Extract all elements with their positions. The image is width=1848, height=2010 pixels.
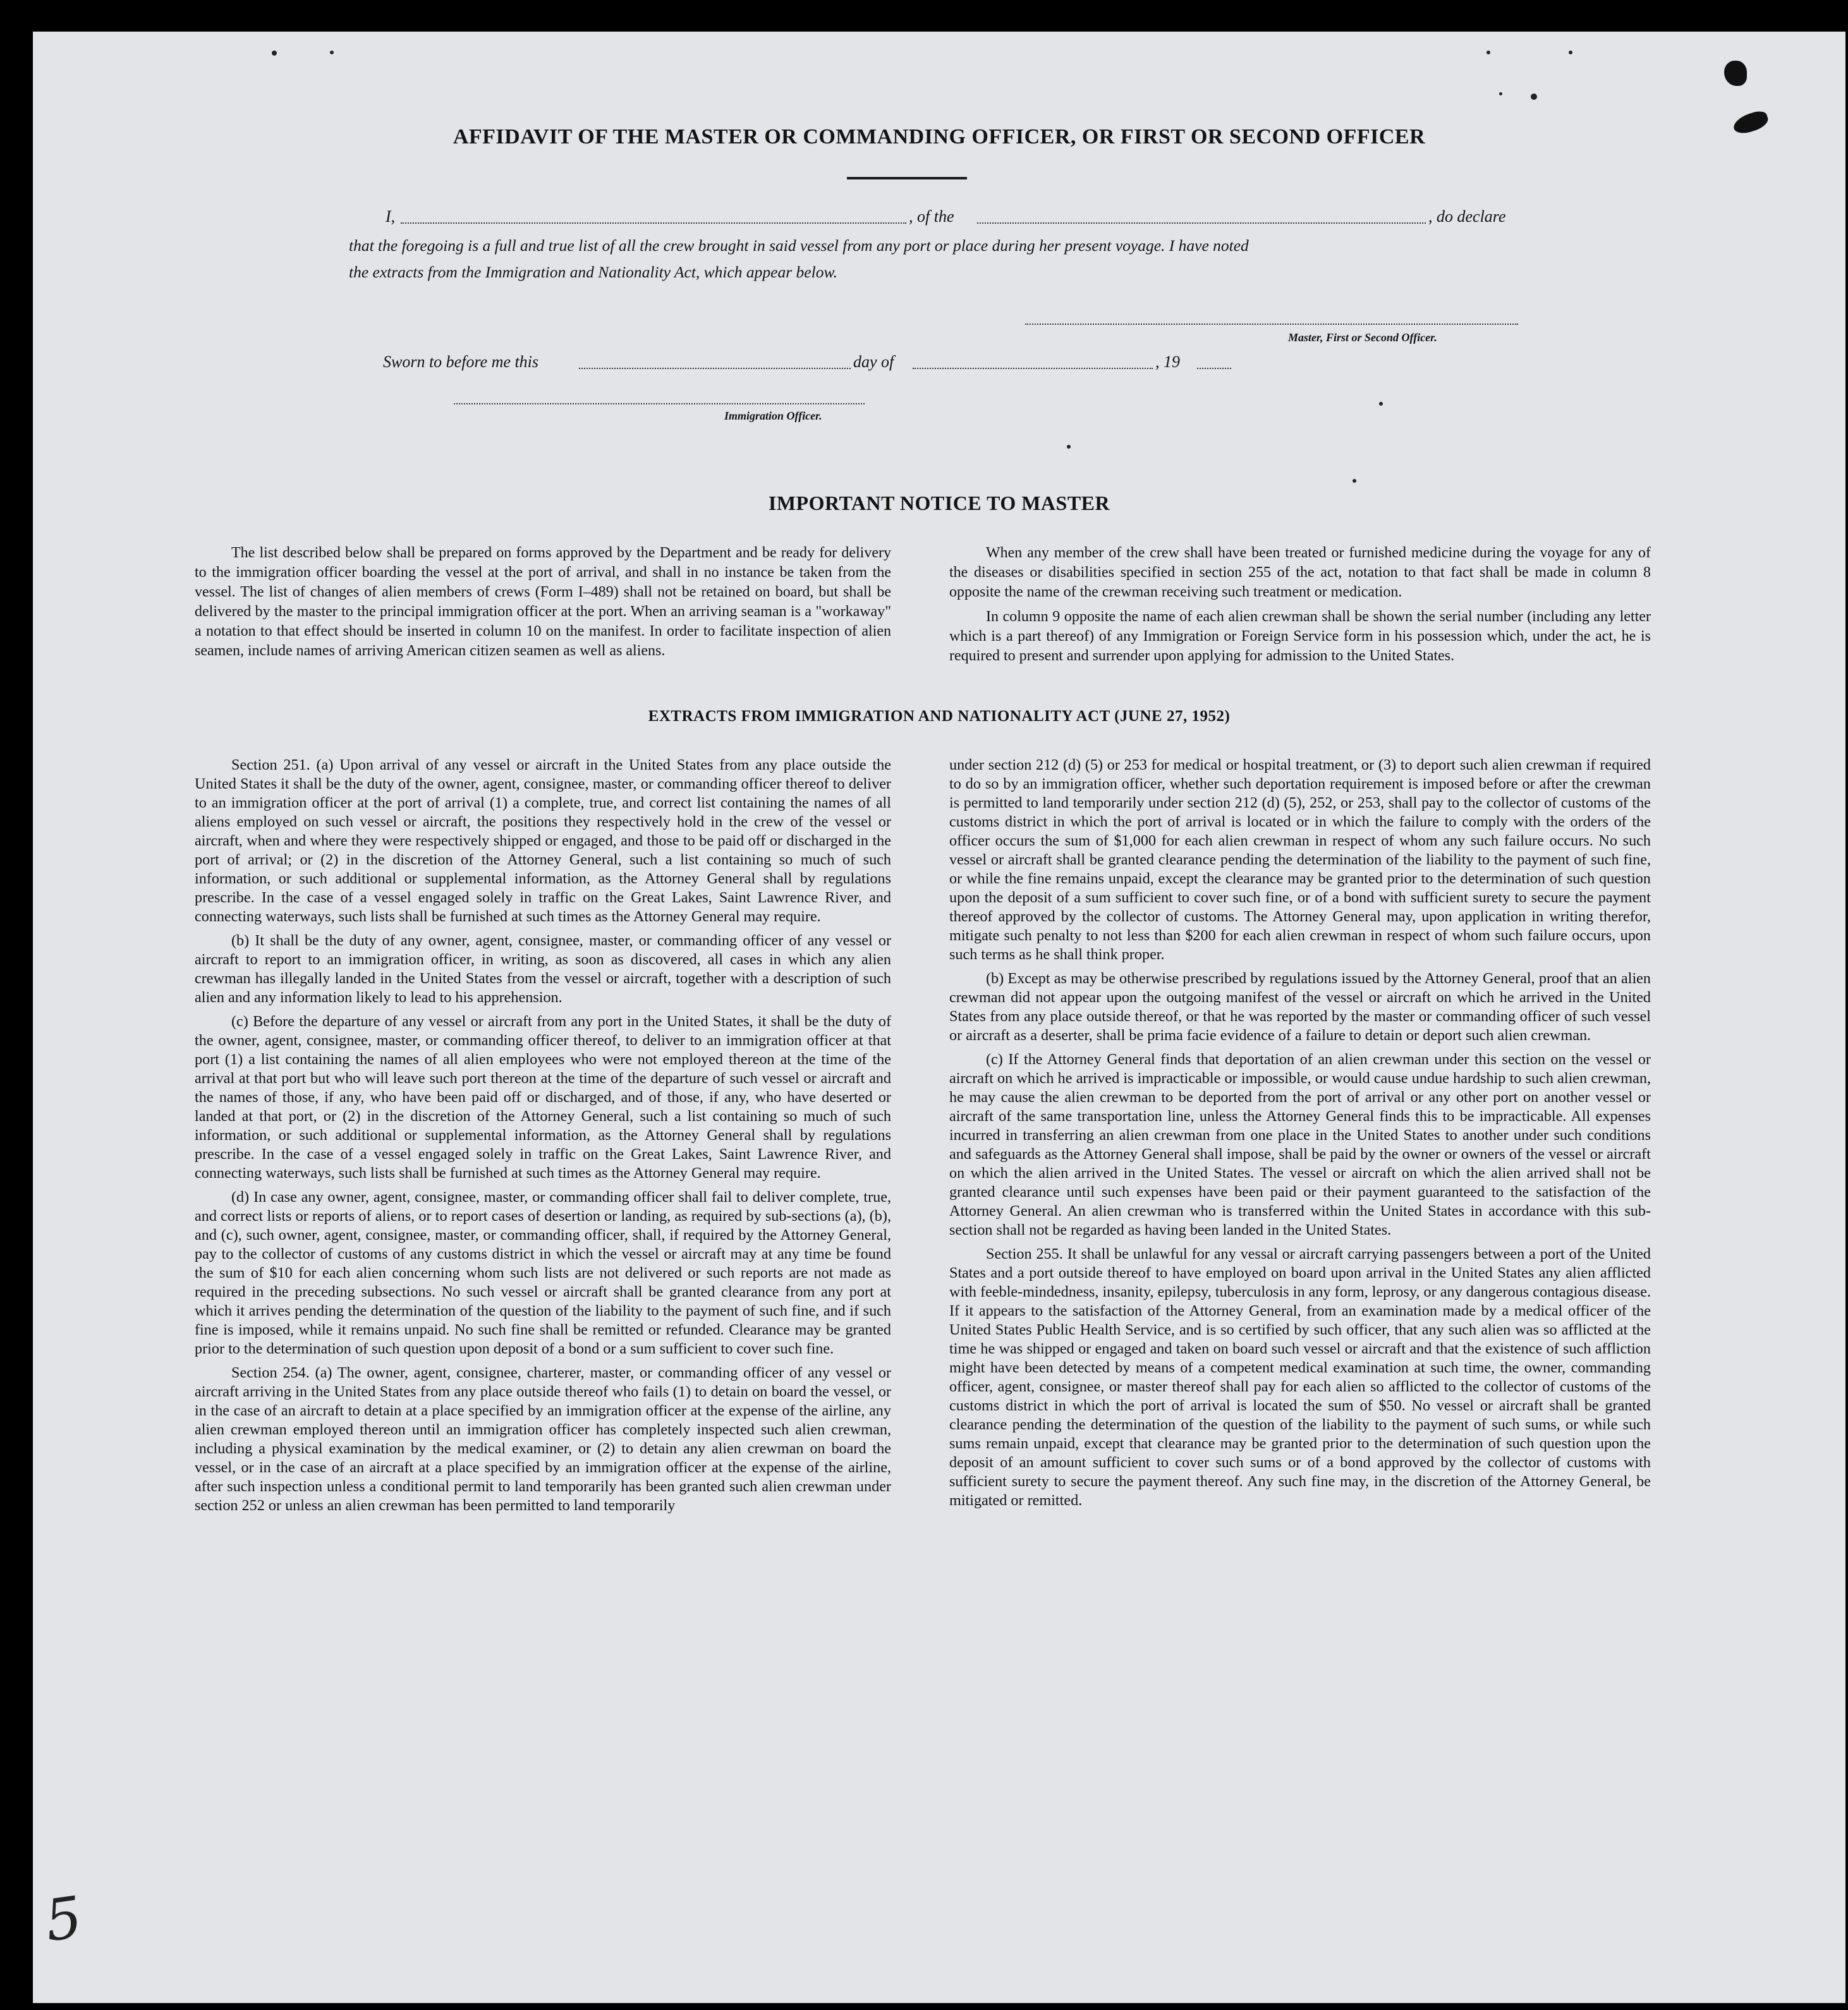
affiant-name-field[interactable] (401, 222, 906, 224)
vessel-name-field[interactable] (977, 222, 1426, 224)
scan-speck (1067, 445, 1071, 449)
ink-blot (1724, 61, 1747, 86)
extracts-right-column (949, 756, 1651, 1515)
document-page (33, 32, 1845, 2003)
day-of-label: day of (853, 353, 894, 371)
master-signature-line[interactable] (1025, 324, 1518, 325)
notice-paragraph-2: When any member of the crew shall have been treated or furnished medicine during the voyage for any of the diseases or disabilities specified in section 255 of the act, notation to that fact shall be made in column 8 opposite the name of the crewman receiving such treatment or medication. (949, 545, 1651, 600)
of-the-label: , of the (909, 207, 954, 226)
handwritten-mark: 5 (40, 1884, 87, 1955)
scan-speck (1499, 92, 1502, 95)
notice-paragraph-3: In column 9 opposite the name of each alien crewman shall be shown the serial number (including any letter which is a part thereof) of any Immigration or Foreign Service form in his possession which, under the act, he is required to present and surrender upon applying for admission to the United States. (949, 608, 1651, 664)
declaration-line-3: the extracts from the Immigration and Nationality Act, which appear below. (349, 263, 837, 281)
sworn-label: Sworn to before me this (383, 353, 539, 371)
section-255: Section 255. It shall be unlawful for any vessal or aircraft carrying passengers between a port of the United States and a port outside thereof to have employed on board upon arrival in the United States any alien afflicted with feeble-mindedness, insanity, epilepsy, tuberculosis in any form, leprosy, or any dangerous contagious disease. If it appears to the satisfaction of the Attorney General, from an examination made by a medical officer of the United States Public Health Service, and is so certified by such officer, that any such alien was so afflicted at the time he was shipped or engaged and taken on board such vessel or aircraft and that the existence of such affliction might have been detected by means of a competent medical examination at such time, the owner, commanding officer, agent, consignee, or master thereof shall pay for each alien so afflicted to the collector of customs of the customs district in which the port of arrival is located the sum of $50. No vessel or aircraft shall be granted clearance pending the determination of the question of the liability to the payment of such sums, or while such sums remain unpaid, except that clearance may be granted prior to the determination of such question upon the deposit of an amount sufficient to cover such sums or of a bond approved by the collector of customs with sufficient surety to secure the payment thereof. Any such fine may, in the discretion of the Attorney General, be mitigated or remitted. (949, 1245, 1651, 1509)
section-251a: Section 251. (a) Upon arrival of any vessel or aircraft in the United States from any place outside the United States it shall be the duty of the owner, agent, consignee, master, or commanding officer thereof to deliver to an immigration officer at the port of arrival (1) a complete, true, and correct list containing the names of all aliens employed on such vessel or aircraft, the positions they respectively hold in the crew of the vessel or aircraft, when and where they were respectively shipped or engaged, and those to be paid off or discharged in the port of arrival; or (2) in the discretion of the Attorney General, such a list containing so much of such information, or such additional or supplemental information, as the Attorney General shall by regulations prescribe. In the case of a vessel engaged solely in traffic on the Great Lakes, Saint Lawrence River, and connecting waterways, such lists shall be furnished at such times as the Attorney General may require. (195, 756, 891, 925)
master-signature-label: Master, First or Second Officer. (1288, 331, 1437, 344)
title-rule (847, 177, 967, 179)
scan-speck (1353, 479, 1356, 483)
extracts-left-column (195, 756, 891, 1520)
scan-speck (1379, 402, 1383, 406)
sworn-year-field[interactable] (1197, 368, 1231, 369)
year-label: , 19 (1155, 353, 1180, 371)
scan-speck (1486, 51, 1490, 54)
section-254b: (b) Except as may be otherwise prescribed by regulations issued by the Attorney General, proof that an alien crewman did not appear upon the outgoing manifest of the vessel or aircraft on which he arrived in the United States from any place outside thereof, or that he was reported by the master or commanding officer of such vessel or aircraft as a deserter, shall be prima facie evidence of a failure to detain or deport such alien crewman. (949, 970, 1651, 1044)
section-254c: (c) If the Attorney General finds that deportation of an alien crewman under this section on the vessel or aircraft on which he arrived is impracticable or impossible, or would cause undue hardship to such alien crewman, he may cause the alien crewman to be deported from the port of arrival or any other port on another vessel or aircraft of the same transportation line, unless the Attorney General finds this to be impracticable. All expenses incurred in transferring an alien crewman from one place in the United States to another under such conditions and safeguards as the Attorney General shall impose, shall be paid by the owner or owners of the vessel or aircraft on which the alien arrived in the United States. The vessel or aircraft on which the alien arrived shall not be granted clearance until such expenses have been paid or their payment guaranteed to the satisfaction of the Attorney General. An alien crewman who is transferred within the United States in accordance with this sub-section shall not be regarded as having been landed in the United States. (949, 1051, 1651, 1238)
sworn-month-field[interactable] (913, 368, 1153, 369)
declaration-line-2: that the foregoing is a full and true list of all the crew brought in said vessel from any port or place during her present voyage. I have noted (349, 236, 1249, 255)
section-251b: (b) It shall be the duty of any owner, agent, consignee, master, or commanding officer of any vessel or aircraft to report to an immigration officer, in writing, as soon as discovered, all cases in which any alien crewman has illegally landed in the United States from the vessel or aircraft, together with a description of such alien and any information likely to lead to his apprehension. (195, 932, 891, 1006)
scan-speck (1569, 51, 1572, 54)
affidavit-title: AFFIDAVIT OF THE MASTER OR COMMANDING OFFICER, OR FIRST OR SECOND OFFICER (453, 125, 1426, 148)
extracts-title: EXTRACTS FROM IMMIGRATION AND NATIONALITY ACT (JUNE 27, 1952) (648, 708, 1231, 725)
scan-speck (272, 51, 277, 56)
officer-signature-line[interactable] (454, 403, 865, 404)
section-251c: (c) Before the departure of any vessel or aircraft from any port in the United States, it shall be the duty of the owner, agent, consignee, master, or commanding officer thereof, to deliver to an immigration officer at that port (1) a list containing the names of all alien employees who were not employed thereon at the time of the arrival at that port but who will leave such port thereon at the time of the departure of such vessel or aircraft and the names of those, if any, who have been paid off or discharged, and of those, if any, who have deserted or landed at that port, or (2) in the discretion of the Attorney General, such a list containing so much of such information, or such additional or supplemental information, as the Attorney General shall by regulations prescribe. In the case of a vessel engaged solely in traffic on the Great Lakes, Saint Lawrence River, and connecting waterways, such lists shall be furnished at such times as the Attorney General may require. (195, 1013, 891, 1182)
section-251d: (d) In case any owner, agent, consignee, master, or commanding officer shall fail to deliver complete, true, and correct lists or reports of aliens, or to report cases of desertion or landing, as required by sub-sections (a), (b), and (c), such owner, agent, consignee, master, or commanding officer, shall, if required by the Attorney General, pay to the collector of customs of any customs district in which the vessel or aircraft may at any time be found the sum of $10 for each alien concerning whom such lists are not delivered or such reports are not made as required in the preceding subsections. No such vessel or aircraft shall be granted clearance from any port at which it arrives pending the determination of the question of the liability to the payment of such fine, and if such fine is imposed, while it remains unpaid. No such fine shall be remitted or refunded. Clearance may be granted prior to the determination of such question upon deposit of a bond or a sum sufficient to cover such fine. (195, 1189, 891, 1357)
sworn-day-field[interactable] (579, 368, 851, 369)
section-254a-continued: under section 212 (d) (5) or 253 for medical or hospital treatment, or (3) to deport such alien crewman if required to do so by an immigration officer, whether such deportation requirement is imposed before or after the crewman is permitted to land temporarily under section 212 (d) (5), 252, or 253, shall pay to the collector of customs of the customs district in which the port of arrival is located or in which the failure to comply with the orders of the officer occurs the sum of $1,000 for each alien crewman in respect of whom any such failure occurs. No such vessel or aircraft shall be granted clearance pending the determination of the liability to the payment of such fine, or while the fine remains unpaid, except the clearance may be granted prior to the determination of such question upon the deposit of a sum sufficient to cover such fine, or of a bond with sufficient surety to secure the payment thereof approved by the collector of customs. The Attorney General may, upon application in writing therefor, mitigate such penalty to not less than $200 for each alien crewman in respect of whom such failure occurs, upon such terms as he shall think proper. (949, 756, 1651, 963)
notice-title: IMPORTANT NOTICE TO MASTER (768, 492, 1110, 514)
scan-speck (1531, 94, 1537, 100)
affiant-label: I, (386, 207, 396, 226)
notice-paragraph-1: The list described below shall be prepared on forms approved by the Department and be ready for delivery to the immigration officer boarding the vessel at the port of arrival, and shall in no instance be taken from the vessel. The list of changes of alien members of crews (Form I–489) shall not be retained on board, but shall be delivered by the master to the principal immigration officer at the port. When an arriving seaman is a "workaway" a notation to that effect should be inserted in column 10 on the manifest. In order to facilitate inspection of alien seamen, include names of arriving American citizen seamen as well as aliens. (195, 545, 891, 659)
notice-left-column (195, 543, 891, 666)
scan-speck (330, 51, 334, 54)
officer-signature-label: Immigration Officer. (724, 409, 822, 422)
do-declare-label: , do declare (1428, 207, 1506, 226)
section-254a: Section 254. (a) The owner, agent, consignee, charterer, master, or commanding officer of any vessel or aircraft arriving in the United States from any place outside thereof who fails (1) to detain on board the vessel, or in the case of an aircraft to detain at a place specified by an immigration officer at the expense of the airline, any alien crewman employed thereon until an immigration officer has completely inspected such alien crewman, including a physical examination by the medical examiner, or (2) to detain any alien crewman on board the vessel, or in the case of an aircraft at a place specified by an immigration officer at the expense of the airline, after such inspection unless a conditional permit to land temporarily has been granted such alien crewman under section 252 or unless an alien crewman has been permitted to land temporarily (195, 1364, 891, 1514)
notice-right-column (949, 543, 1651, 671)
